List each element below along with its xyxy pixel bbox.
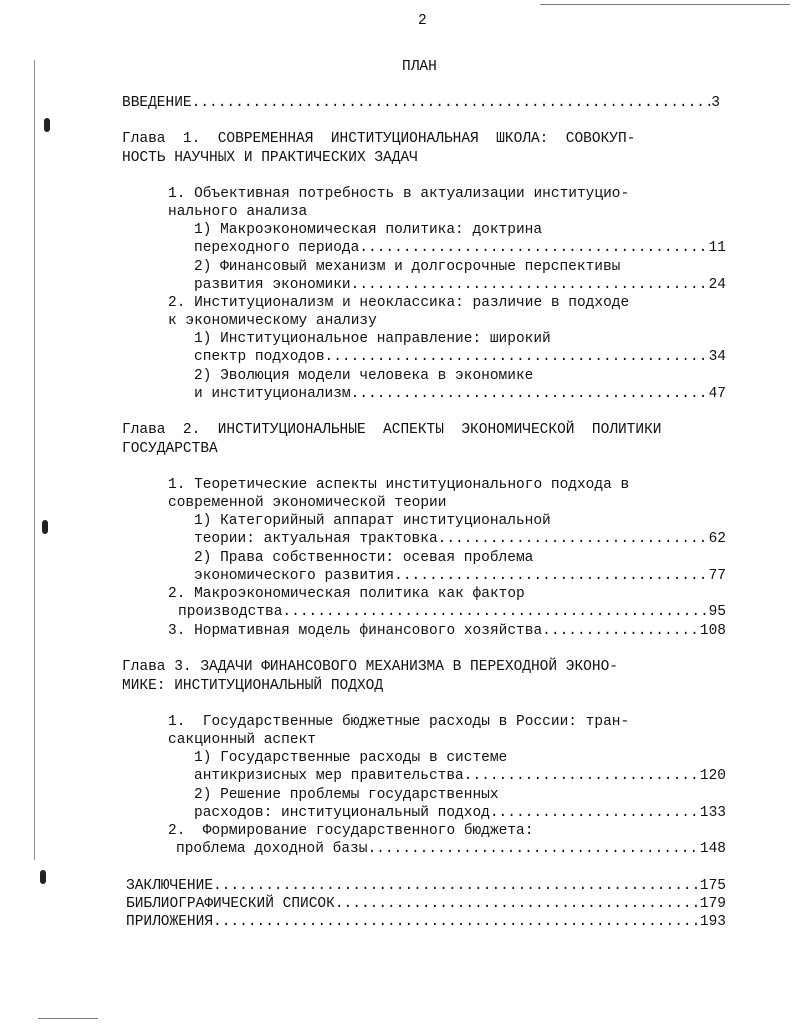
page-number: 2 — [418, 13, 427, 29]
toc-entry — [176, 840, 726, 858]
toc-label: проблема доходной базы — [176, 841, 368, 857]
leader-dots — [438, 530, 709, 548]
chapter-heading: Глава 1. СОВРЕМЕННАЯ ИНСТИТУЦИОНАЛЬНАЯ ШКОЛА: СОВОКУП- — [122, 131, 636, 147]
toc-bibliography — [126, 895, 726, 913]
toc-label: 3. Нормативная модель финансового хозяйства — [168, 623, 543, 639]
toc-entry — [194, 567, 726, 585]
section-title: к экономическому анализу — [168, 313, 377, 329]
toc-page: 47 — [708, 386, 726, 402]
toc-appendix — [126, 913, 726, 931]
toc-page: 77 — [708, 568, 726, 584]
section-title: нального анализа — [168, 204, 308, 220]
leader-dots — [282, 603, 708, 621]
toc-entry — [194, 348, 726, 366]
subsection-title: 2) Эволюция модели человека в экономике — [194, 368, 534, 384]
section-title: 2. Формирование государственного бюджета: — [168, 823, 534, 839]
toc-intro — [122, 94, 720, 112]
chapter-heading: Глава 3. ЗАДАЧИ ФИНАНСОВОГО МЕХАНИЗМА В ПЕРЕХОДНОЙ ЭКОНО- — [122, 659, 618, 675]
toc-entry — [194, 276, 726, 294]
leader-dots — [542, 622, 700, 640]
toc-label: производства — [178, 604, 283, 620]
subsection-title: 2) Права собственности: осевая проблема — [194, 550, 534, 566]
leader-dots — [351, 385, 709, 403]
toc-label: теории: актуальная трактовка — [194, 531, 438, 547]
toc-entry — [168, 622, 726, 640]
subsection-title: 2) Решение проблемы государственных — [194, 787, 499, 803]
page-title: ПЛАН — [402, 59, 437, 75]
section-title: современной экономической теории — [168, 495, 447, 511]
toc-page: 179 — [699, 896, 726, 912]
toc-page: 148 — [699, 841, 726, 857]
toc-label: ЗАКЛЮЧЕНИЕ — [126, 878, 214, 894]
leader-dots — [464, 767, 700, 785]
section-title: 2. Макроэкономическая политика как фактор — [168, 586, 525, 602]
chapter-heading: НОСТЬ НАУЧНЫХ И ПРАКТИЧЕСКИХ ЗАДАЧ — [122, 150, 418, 166]
toc-entry — [194, 530, 726, 548]
toc-conclusion — [126, 877, 726, 895]
toc-page: 11 — [708, 240, 726, 256]
leader-dots — [351, 276, 709, 294]
chapter-heading: МИКЕ: ИНСТИТУЦИОНАЛЬНЫЙ ПОДХОД — [122, 678, 384, 694]
leader-dots — [359, 239, 708, 257]
toc-page: 193 — [699, 914, 726, 930]
section-title: 1. Теоретические аспекты институционального подхода в — [168, 477, 630, 493]
toc-page: 24 — [708, 277, 726, 293]
scan-mark — [44, 118, 50, 132]
toc-page: 133 — [699, 805, 726, 821]
toc-entry — [194, 804, 726, 822]
toc-label: ПРИЛОЖЕНИЯ — [126, 914, 214, 930]
leader-dots — [394, 567, 708, 585]
toc-label: экономического развития — [194, 568, 395, 584]
toc-page: 175 — [699, 878, 726, 894]
section-title: сакционный аспект — [168, 732, 316, 748]
toc-label: переходного периода — [194, 240, 360, 256]
scan-edge-line — [34, 60, 35, 860]
toc-page: 95 — [708, 604, 726, 620]
scan-top-line — [540, 4, 790, 5]
toc-page: 62 — [708, 531, 726, 547]
subsection-title: 1) Категорийный аппарат институциональной — [194, 513, 551, 529]
leader-dots — [335, 895, 700, 913]
leader-dots — [213, 913, 700, 931]
leader-dots — [367, 840, 699, 858]
subsection-title: 1) Макроэкономическая политика: доктрина — [194, 222, 543, 238]
section-title: 2. Институционализм и неоклассика: различие в подходе — [168, 295, 630, 311]
toc-label: антикризисных мер правительства — [194, 768, 464, 784]
toc-page: 108 — [699, 623, 726, 639]
toc-entry — [194, 385, 726, 403]
leader-dots — [192, 94, 712, 112]
chapter-heading: Глава 2. ИНСТИТУЦИОНАЛЬНЫЕ АСПЕКТЫ ЭКОНОМИЧЕСКОЙ ПОЛИТИКИ — [122, 422, 662, 438]
toc-page: 34 — [708, 349, 726, 365]
toc-entry — [194, 239, 726, 257]
toc-entry — [194, 767, 726, 785]
section-title: 1. Объективная потребность в актуализации институцио- — [168, 186, 630, 202]
toc-page: 3 — [711, 95, 720, 111]
toc-label: и институционализм — [194, 386, 351, 402]
toc-label: спектр подходов — [194, 349, 325, 365]
scan-bottom-line — [38, 1018, 98, 1019]
subsection-title: 1) Институциональное направление: широкий — [194, 331, 551, 347]
toc-label: ВВЕДЕНИЕ — [122, 95, 192, 111]
section-title: 1. Государственные бюджетные расходы в России: тран- — [168, 714, 630, 730]
chapter-heading: ГОСУДАРСТВА — [122, 441, 218, 457]
scan-mark — [40, 870, 46, 884]
leader-dots — [325, 348, 709, 366]
leader-dots — [490, 804, 700, 822]
toc-label: расходов: институциональный подход — [194, 805, 490, 821]
toc-label: развития экономики — [194, 277, 351, 293]
subsection-title: 2) Финансовый механизм и долгосрочные перспективы — [194, 259, 621, 275]
leader-dots — [213, 877, 700, 895]
toc-label: БИБЛИОГРАФИЧЕСКИЙ СПИСОК — [126, 896, 335, 912]
toc-page: 120 — [699, 768, 726, 784]
scan-mark — [42, 520, 48, 534]
subsection-title: 1) Государственные расходы в системе — [194, 750, 508, 766]
toc-entry — [178, 603, 726, 621]
